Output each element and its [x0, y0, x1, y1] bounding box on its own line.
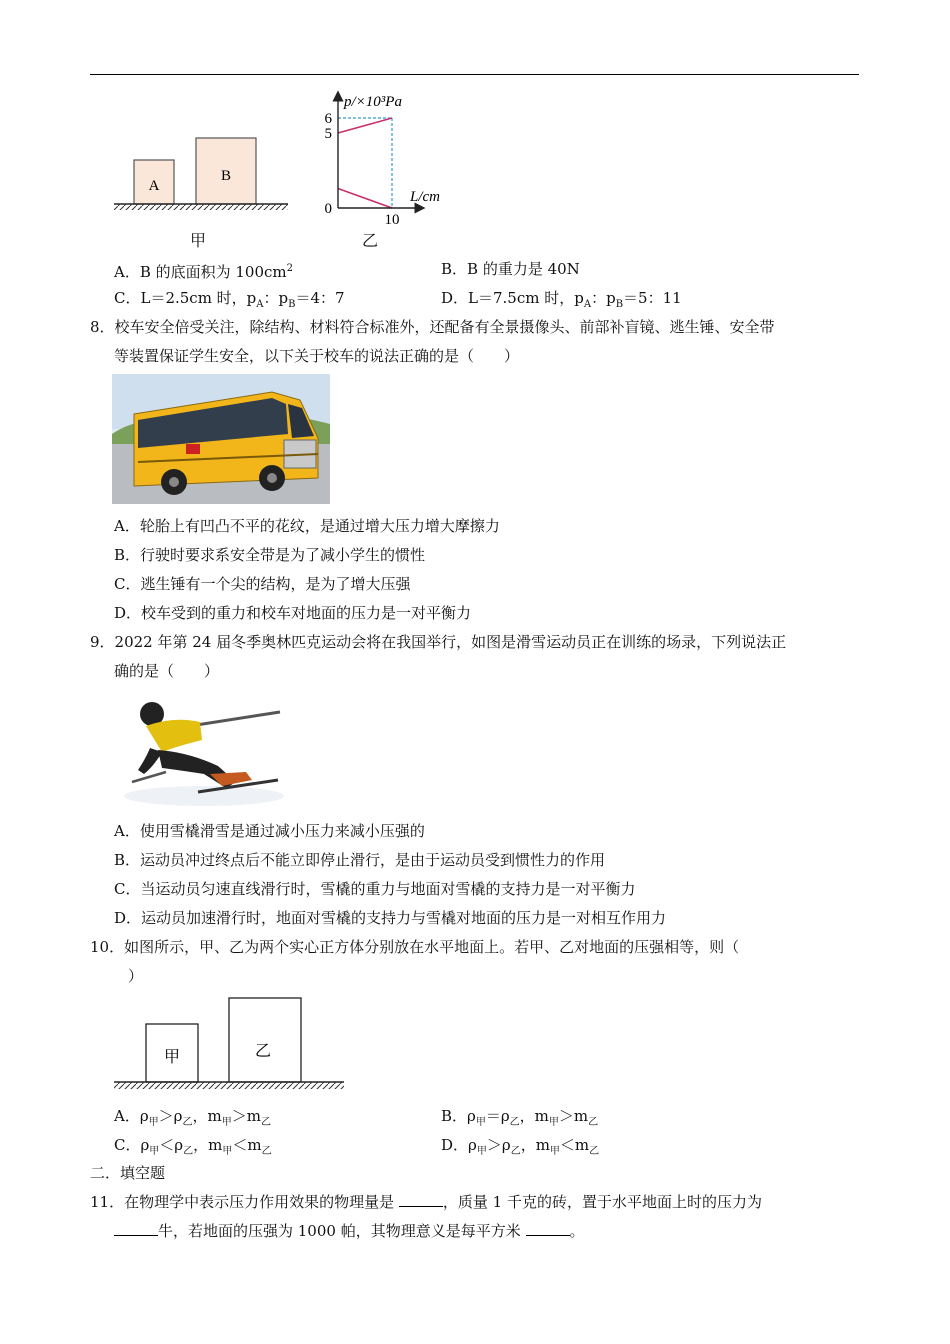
q7-option-a: A．B 的底面积为 $100cm^2$ [114, 263, 294, 281]
skier-image [118, 692, 284, 810]
q7-option-c: C．L＝2.5cm 时，$p_A$：$p_B=4$：7 [114, 289, 345, 310]
figure-cubes [112, 994, 348, 1094]
q11-line1: 11．在物理学中表示压力作用效果的物理量是 ，质量 1 千克的砖，置于水平地面上时的压力为 [90, 1193, 762, 1211]
x-axis-label: L/cm [410, 189, 440, 205]
cube-jia-label: 甲 [163, 1047, 181, 1066]
q9-option-c: C．当运动员匀速直线滑行时，雪橇的重力与地面对雪橇的支持力是一对平衡力 [114, 880, 636, 898]
q10-stem-line2: ） [128, 967, 144, 985]
q9-option-b: B．运动员冲过终点后不能立即停止滑行，是由于运动员受到惯性力的作用 [114, 851, 606, 869]
q10-option-c: C．$\rho_甲<\rho_乙$，$m_甲<m_乙$ [114, 1136, 272, 1157]
y-tick-0: 0 [324, 201, 332, 217]
figure-blocks-ab [112, 134, 292, 214]
series-line-1 [338, 118, 392, 133]
school-bus-image [112, 374, 330, 504]
header-rule [90, 74, 859, 75]
q8-stem-line1: 8．校车安全倍受关注，除结构、材料符合标准外，还配备有全景摄像头、前部补盲镜、逃生锤、安全带 [90, 318, 775, 336]
q9-option-d: D．运动员加速滑行时，地面对雪橇的支持力与雪橇对地面的压力是一对相互作用力 [114, 909, 667, 927]
q11-blank-2[interactable] [114, 1221, 158, 1236]
q9-option-a: A．使用雪橇滑雪是通过减小压力来减小压强的 [114, 822, 425, 840]
q7-option-d: D．L＝7.5cm 时，$p_A$：$p_B=5$：11 [441, 289, 682, 310]
y-tick-5: 5 [324, 126, 332, 142]
section-fill-in-title: 二．填空题 [90, 1164, 166, 1182]
block-a-label: A [148, 178, 160, 194]
q10-stem-line1: 10．如图所示，甲、乙为两个实心正方体分别放在水平地面上。若甲、乙对地面的压强相等，则（ [90, 938, 740, 956]
q11-line2: 牛，若地面的压强为 1000 帕，其物理意义是每平方米 。 [114, 1221, 585, 1241]
caption-jia: 甲 [190, 231, 207, 250]
q9-stem-line1: 9．2022 年第 24 届冬季奥林匹克运动会将在我国举行，如图是滑雪运动员正在训练的场录，下列说法正 [90, 633, 787, 651]
q10-option-a: A．$\rho_甲>\rho_乙$，$m_甲>m_乙$ [114, 1107, 271, 1128]
q8-option-c: C．逃生锤有一个尖的结构，是为了增大压强 [114, 575, 411, 593]
q11-blank-1[interactable] [399, 1192, 443, 1207]
q9-stem-line2: 确的是（ ） [114, 662, 220, 680]
cube-yi-label: 乙 [254, 1041, 272, 1060]
q11-blank-3[interactable] [526, 1221, 570, 1236]
q8-option-b: B．行驶时要求系安全带是为了减小学生的惯性 [114, 546, 426, 564]
y-tick-6: 6 [324, 111, 332, 127]
q7-option-b: B．B 的重力是 40N [441, 260, 580, 278]
q8-stem-line2: 等装置保证学生安全，以下关于校车的说法正确的是（ ） [114, 347, 520, 365]
caption-yi: 乙 [362, 231, 379, 250]
block-b-label: B [220, 168, 232, 184]
series-line-2 [338, 189, 392, 209]
y-axis-label: p/×10³Pa [344, 94, 402, 110]
x-tick-10: 10 [384, 212, 400, 228]
q8-option-d: D．校车受到的重力和校车对地面的压力是一对平衡力 [114, 604, 472, 622]
q8-option-a: A．轮胎上有凹凸不平的花纹，是通过增大压力增大摩擦力 [114, 517, 500, 535]
q10-option-d: D．$\rho_甲>\rho_乙$，$m_甲<m_乙$ [441, 1136, 600, 1157]
q10-option-b: B．$\rho_甲=\rho_乙$，$m_甲>m_乙$ [441, 1107, 599, 1128]
chart-pressure-length [310, 88, 470, 228]
cube-yi [229, 998, 301, 1082]
